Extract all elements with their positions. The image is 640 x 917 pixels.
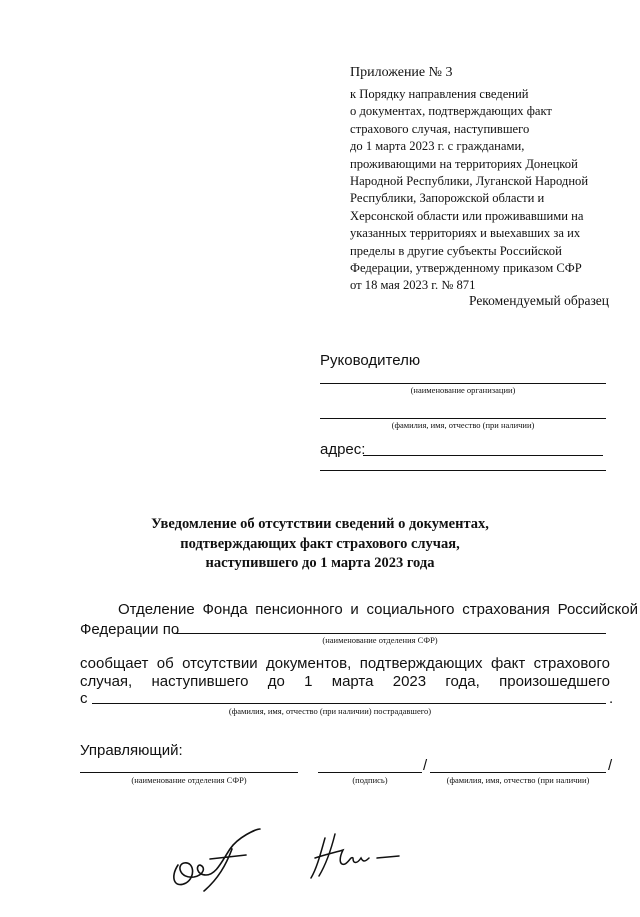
slash-separator-2: / xyxy=(608,757,613,774)
body-p2-line2: случая, наступившего до 1 марта 2023 года, произошедшего xyxy=(80,673,610,690)
organization-line xyxy=(320,383,606,384)
appendix-line: страхового случая, наступившего xyxy=(350,121,530,136)
body-p1-line2: Федерации по xyxy=(80,621,180,638)
organization-caption: (наименование организации) xyxy=(410,385,516,395)
appendix-title: Приложение № 3 xyxy=(350,65,453,80)
appendix-line: от 18 мая 2023 г. № 871 xyxy=(350,278,476,293)
dept-signature-line xyxy=(80,772,298,773)
body-p2-line1: сообщает об отсутствии документов, подтверждающих факт страхового xyxy=(80,655,610,672)
signature-line xyxy=(318,772,422,773)
body-p2-line3: с xyxy=(80,690,88,707)
recipient-name-caption: (фамилия, имя, отчество (при наличии) xyxy=(391,420,535,430)
address-line-1 xyxy=(363,455,603,456)
appendix-line: Федерации, утвержденному приказом СФР xyxy=(350,261,582,276)
full-name-caption: (фамилия, имя, отчество (при наличии) xyxy=(446,775,590,785)
sample-label: Рекомендуемый образец xyxy=(468,293,609,308)
appendix-line: проживающими на территориях Донецкой xyxy=(350,156,578,171)
period-mark: . xyxy=(609,690,614,707)
appendix-line: до 1 марта 2023 г. с гражданами, xyxy=(350,139,525,154)
appendix-line: указанных территориях и выехавших за их xyxy=(350,226,581,241)
address-label: адрес: xyxy=(320,441,366,458)
victim-name-line xyxy=(92,703,606,704)
manager-label: Управляющий: xyxy=(80,742,183,759)
appendix-body xyxy=(350,86,622,295)
appendix-line: Херсонской области или проживавшими на xyxy=(350,208,584,223)
recipient-name-line xyxy=(320,418,606,419)
address-line-2 xyxy=(320,470,606,471)
appendix-line: Народной Республики, Луганской Народной xyxy=(350,174,589,189)
slash-separator-1: / xyxy=(423,757,428,774)
sfr-department-line xyxy=(174,633,606,634)
handwritten-signature-2 xyxy=(305,828,405,883)
signature-caption: (подпись) xyxy=(352,775,388,785)
victim-name-caption: (фамилия, имя, отчество (при наличии) пострадавшего) xyxy=(228,706,432,716)
heading-line-2: подтверждающих факт страхового случая, xyxy=(180,535,460,552)
appendix-line: о документах, подтверждающих факт xyxy=(350,104,552,119)
appendix-line: Республики, Запорожской области и xyxy=(350,191,545,206)
heading-line-1: Уведомление об отсутствии сведений о документах, xyxy=(151,516,489,532)
dept-signature-caption: (наименование отделения СФР) xyxy=(131,775,247,785)
full-name-line xyxy=(430,772,606,773)
appendix-line: пределы в другие субъекты Российской xyxy=(350,243,562,258)
appendix-line: к Порядку направления сведений xyxy=(350,87,529,101)
heading-line-3: наступившего до 1 марта 2023 года xyxy=(205,555,435,571)
handwritten-signature-1 xyxy=(160,825,270,895)
sfr-department-caption: (наименование отделения СФР) xyxy=(322,635,438,645)
document-heading xyxy=(0,515,640,574)
addressee-label: Руководителю xyxy=(320,352,421,369)
body-p1-line1: Отделение Фонда пенсионного и социального страхования Российской xyxy=(118,601,638,618)
